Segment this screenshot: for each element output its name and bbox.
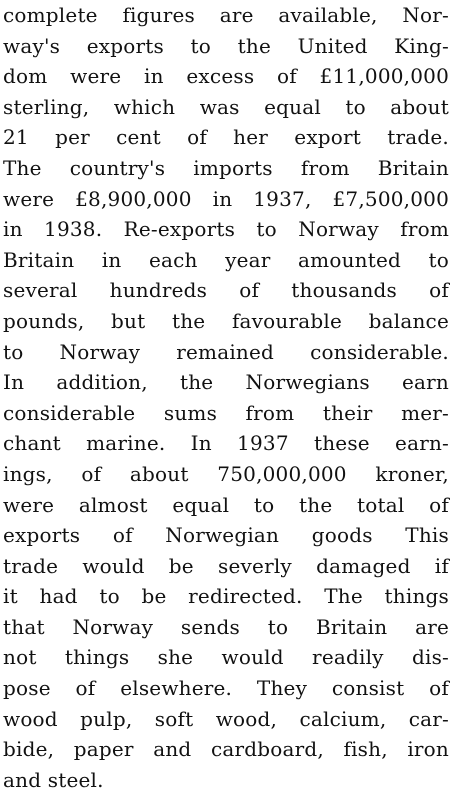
text-line: chant marine. In 1937 these earn-	[3, 431, 449, 456]
text-line: wood pulp, soft wood, calcium, car-	[3, 706, 449, 731]
text-line: that Norway sends to Britain are	[3, 614, 449, 639]
text-line: way's exports to the United King-	[3, 33, 449, 58]
text-line: sterling, which was equal to about	[3, 94, 449, 119]
text-line: complete figures are available, Nor-	[3, 3, 449, 27]
text-line: several hundreds of thousands of	[3, 278, 449, 303]
text-line: considerable sums from their mer-	[3, 400, 449, 425]
text-line: to Norway remained considerable.	[3, 339, 449, 364]
text-line: In addition, the Norwegians earn	[3, 370, 449, 395]
text-line: it had to be redirected. The things	[3, 584, 449, 609]
text-line: bide, paper and cardboard, fish, iron	[3, 737, 449, 762]
text-line: pose of elsewhere. They consist of	[3, 676, 449, 701]
text-line: Britain in each year amounted to	[3, 247, 449, 272]
article-text-column	[3, 0, 449, 795]
text-line: exports of Norwegian goods This	[3, 523, 449, 548]
text-line: pounds, but the favourable balance	[3, 308, 449, 333]
text-line: 21 per cent of her export trade.	[3, 125, 449, 150]
text-line: dom were in excess of £11,000,000	[3, 64, 449, 89]
text-line: not things she would readily dis-	[3, 645, 449, 670]
text-line: and steel.	[3, 767, 104, 792]
text-line: in 1938. Re-exports to Norway from	[3, 217, 449, 242]
text-line: were £8,900,000 in 1937, £7,500,000	[3, 186, 449, 211]
text-line: trade would be severly damaged if	[3, 553, 449, 578]
text-line: were almost equal to the total of	[3, 492, 449, 517]
text-line: The country's imports from Britain	[3, 155, 449, 180]
text-line: ings, of about 750,000,000 kroner,	[3, 461, 449, 486]
